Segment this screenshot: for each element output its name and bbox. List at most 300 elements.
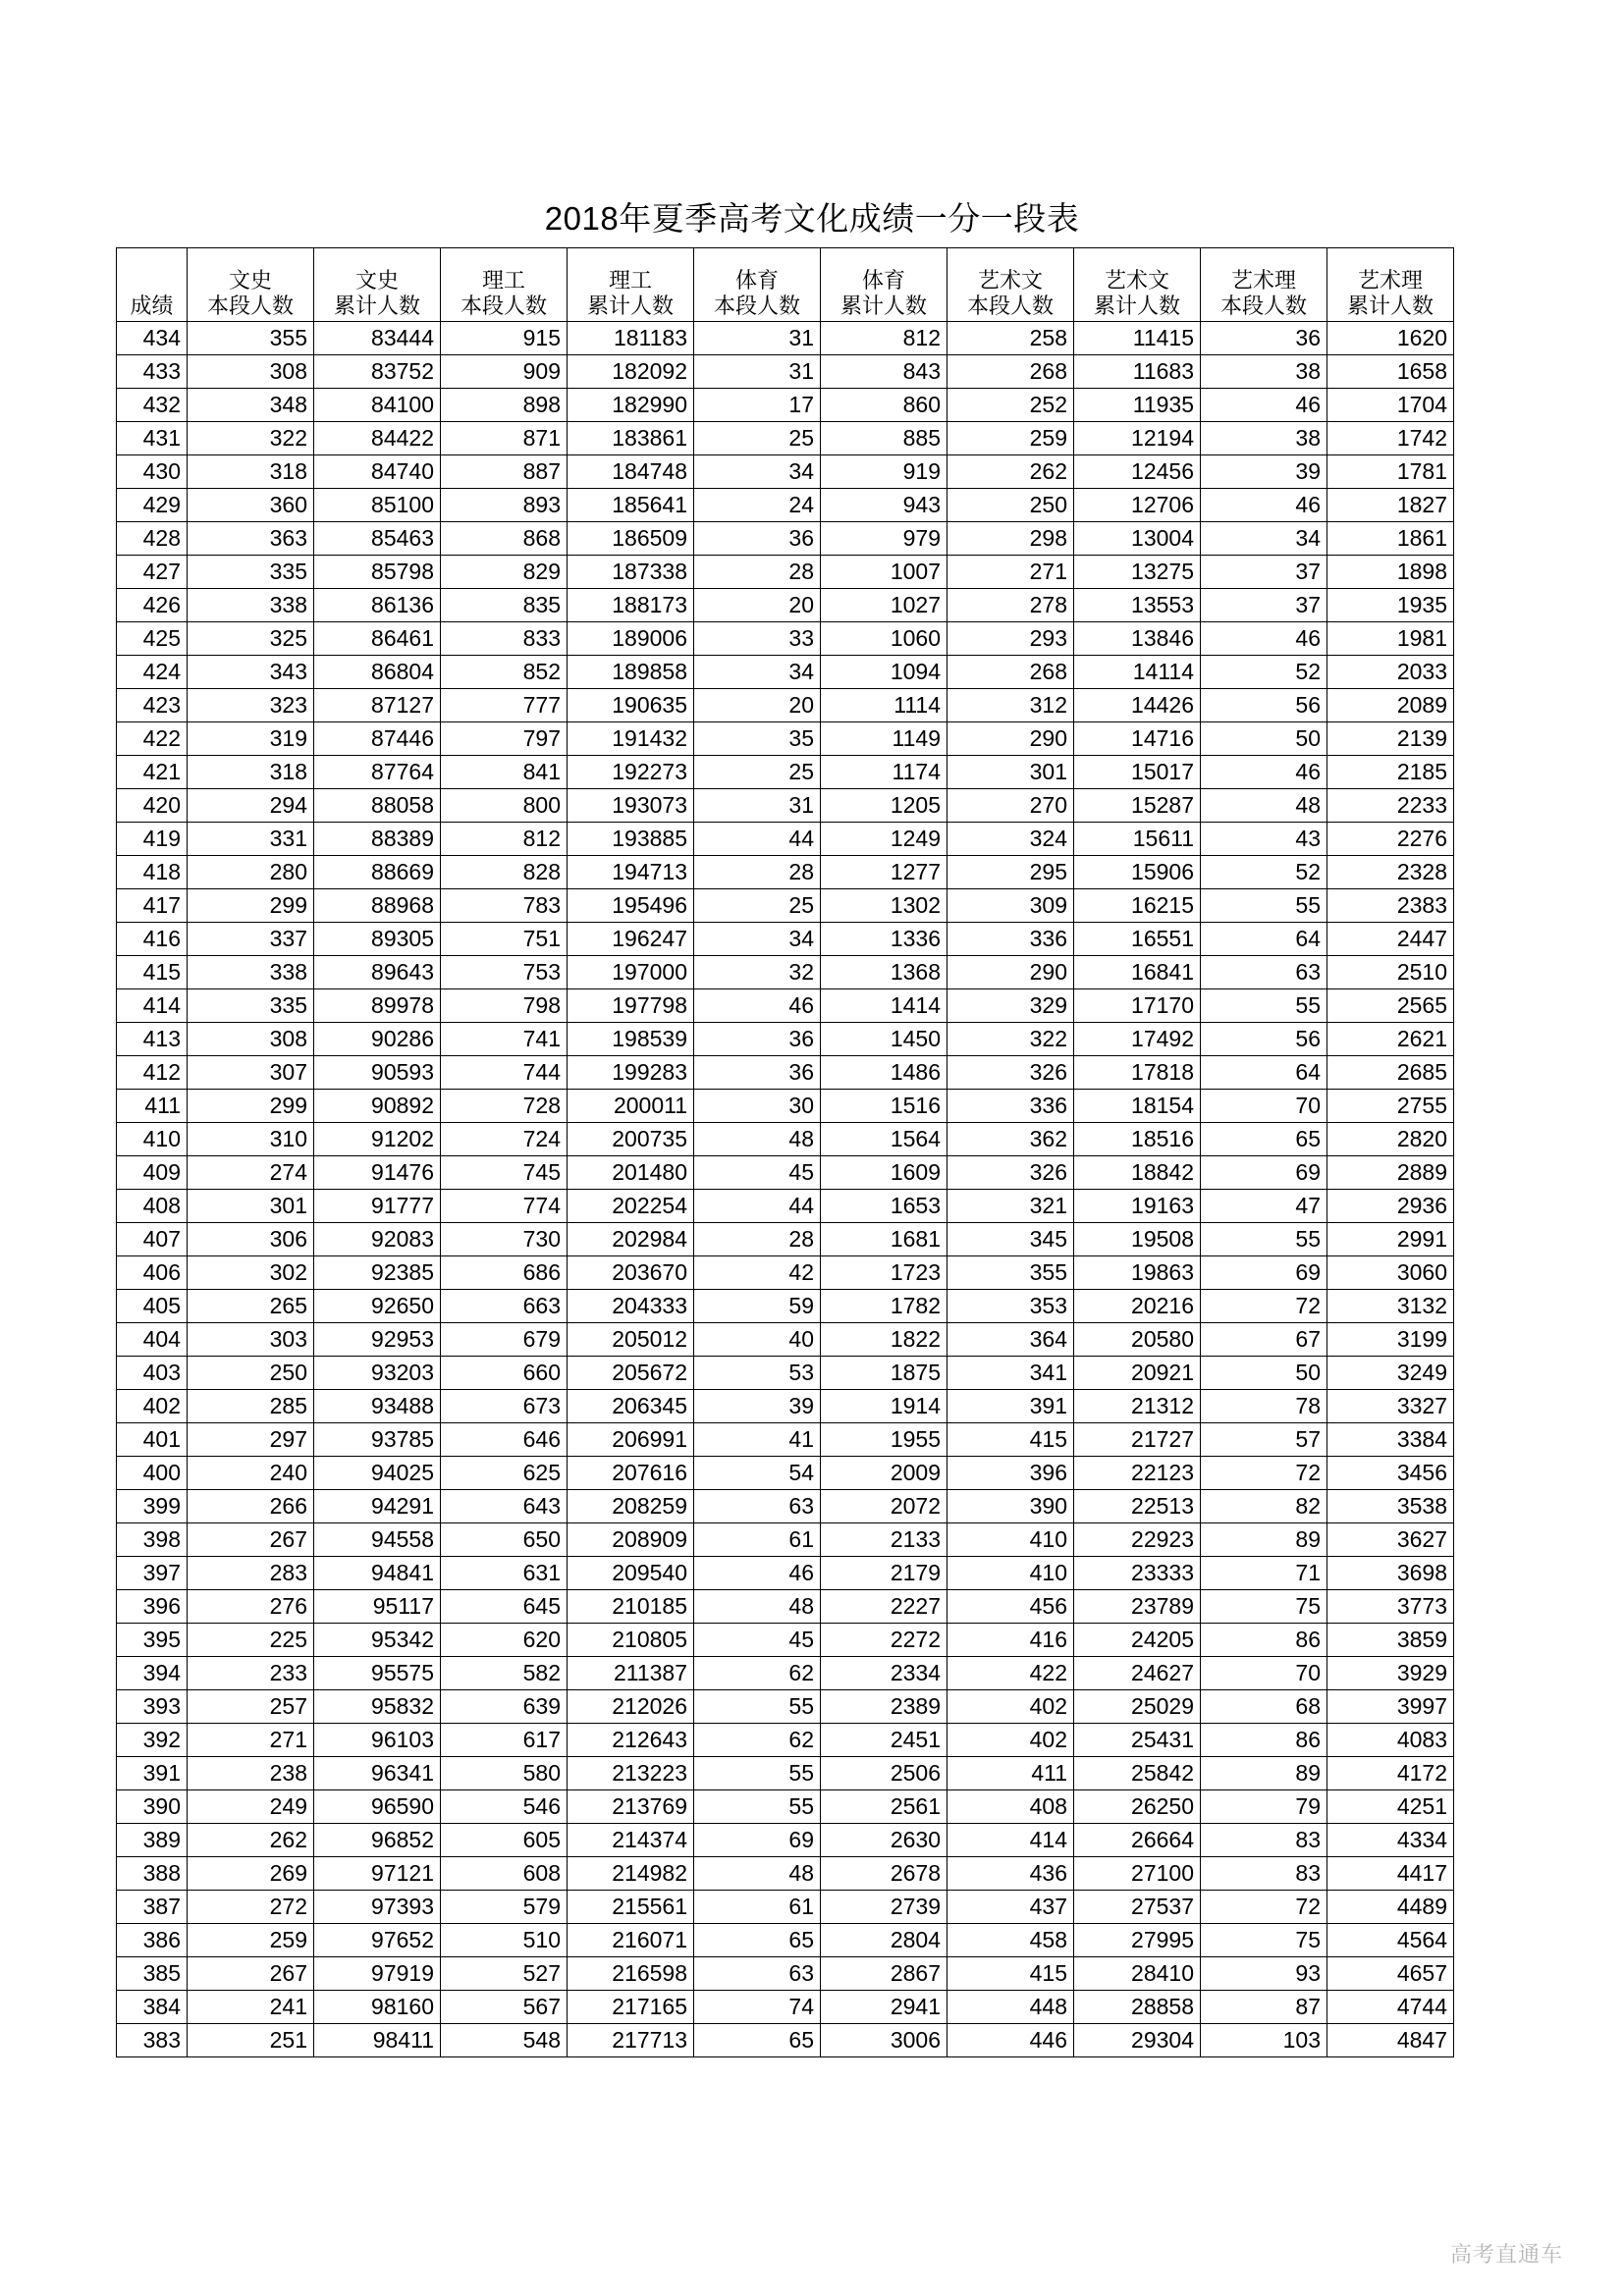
table-cell: 52 — [1201, 656, 1327, 689]
table-cell: 355 — [947, 1256, 1074, 1290]
table-cell: 396 — [947, 1457, 1074, 1490]
cell-score: 408 — [117, 1190, 188, 1223]
table-cell: 20580 — [1074, 1323, 1201, 1357]
table-cell: 3327 — [1327, 1390, 1454, 1423]
table-cell: 197000 — [568, 956, 694, 989]
column-header-subtitle: 本段人数 — [713, 294, 800, 319]
table-cell: 94841 — [314, 1557, 441, 1590]
table-cell: 65 — [1201, 1123, 1327, 1156]
table-cell: 187338 — [568, 556, 694, 589]
table-cell: 71 — [1201, 1557, 1327, 1590]
table-cell: 4489 — [1327, 1891, 1454, 1924]
table-cell: 26250 — [1074, 1790, 1201, 1824]
table-cell: 290 — [947, 722, 1074, 756]
table-cell: 204333 — [568, 1290, 694, 1323]
table-cell: 1149 — [821, 722, 947, 756]
table-cell: 625 — [441, 1457, 568, 1490]
table-cell: 4744 — [1327, 1991, 1454, 2024]
table-cell: 54 — [694, 1457, 821, 1490]
column-header-category: 艺术文 — [977, 268, 1043, 294]
table-cell: 605 — [441, 1824, 568, 1857]
table-cell: 64 — [1201, 1056, 1327, 1090]
table-cell: 2383 — [1327, 889, 1454, 923]
table-cell: 1564 — [821, 1123, 947, 1156]
table-cell: 88058 — [314, 789, 441, 823]
table-cell: 34 — [694, 455, 821, 489]
table-cell: 88968 — [314, 889, 441, 923]
table-cell: 3698 — [1327, 1557, 1454, 1590]
table-row — [117, 1423, 1454, 1457]
table-cell: 3199 — [1327, 1323, 1454, 1357]
table-cell: 2328 — [1327, 856, 1454, 889]
table-row — [117, 1624, 1454, 1657]
column-header-category: 体育 — [861, 268, 905, 294]
table-cell: 295 — [947, 856, 1074, 889]
table-cell: 16551 — [1074, 923, 1201, 956]
table-cell: 238 — [188, 1757, 314, 1790]
column-header-8 — [1074, 248, 1201, 322]
table-row — [117, 355, 1454, 389]
table-cell: 301 — [947, 756, 1074, 789]
table-row — [117, 1123, 1454, 1156]
table-cell: 3384 — [1327, 1423, 1454, 1457]
table-cell: 272 — [188, 1891, 314, 1924]
table-cell: 89978 — [314, 989, 441, 1023]
table-cell: 20921 — [1074, 1357, 1201, 1390]
table-cell: 329 — [947, 989, 1074, 1023]
table-cell: 214982 — [568, 1857, 694, 1891]
cell-score: 434 — [117, 322, 188, 355]
table-cell: 52 — [1201, 856, 1327, 889]
cell-score: 407 — [117, 1223, 188, 1256]
table-cell: 95117 — [314, 1590, 441, 1624]
table-cell: 90286 — [314, 1023, 441, 1056]
table-cell: 1653 — [821, 1190, 947, 1223]
table-cell: 28 — [694, 856, 821, 889]
table-cell: 50 — [1201, 1357, 1327, 1390]
table-cell: 14114 — [1074, 656, 1201, 689]
table-cell: 32 — [694, 956, 821, 989]
column-header-subtitle: 本段人数 — [1219, 294, 1307, 319]
table-cell: 1486 — [821, 1056, 947, 1090]
table-cell: 188173 — [568, 589, 694, 622]
table-cell: 268 — [947, 656, 1074, 689]
cell-score: 413 — [117, 1023, 188, 1056]
table-cell: 64 — [1201, 923, 1327, 956]
table-cell: 1336 — [821, 923, 947, 956]
table-cell: 98411 — [314, 2024, 441, 2057]
table-cell: 189006 — [568, 622, 694, 656]
table-cell: 184748 — [568, 455, 694, 489]
table-cell: 301 — [188, 1190, 314, 1223]
table-cell: 446 — [947, 2024, 1074, 2057]
table-cell: 2233 — [1327, 789, 1454, 823]
table-cell: 262 — [947, 455, 1074, 489]
cell-score: 386 — [117, 1924, 188, 1957]
table-cell: 20 — [694, 689, 821, 722]
cell-score: 423 — [117, 689, 188, 722]
table-cell: 27537 — [1074, 1891, 1201, 1924]
table-cell: 360 — [188, 489, 314, 522]
table-cell: 2804 — [821, 1924, 947, 1957]
table-cell: 193885 — [568, 823, 694, 856]
table-cell: 241 — [188, 1991, 314, 2024]
table-cell: 1277 — [821, 856, 947, 889]
table-cell: 37 — [1201, 556, 1327, 589]
table-cell: 639 — [441, 1690, 568, 1724]
table-cell: 28 — [694, 556, 821, 589]
table-row — [117, 622, 1454, 656]
table-cell: 208909 — [568, 1523, 694, 1557]
table-cell: 217165 — [568, 1991, 694, 2024]
table-row — [117, 1790, 1454, 1824]
column-header-category: 理工 — [481, 268, 525, 294]
table-cell: 25 — [694, 756, 821, 789]
table-cell: 2389 — [821, 1690, 947, 1724]
column-header-category: 艺术理 — [1230, 268, 1296, 294]
table-cell: 96590 — [314, 1790, 441, 1824]
table-cell: 29304 — [1074, 2024, 1201, 2057]
table-cell: 209540 — [568, 1557, 694, 1590]
table-cell: 3006 — [821, 2024, 947, 2057]
table-cell: 50 — [1201, 722, 1327, 756]
table-cell: 213223 — [568, 1757, 694, 1790]
table-cell: 199283 — [568, 1056, 694, 1090]
table-cell: 745 — [441, 1156, 568, 1190]
table-cell: 203670 — [568, 1256, 694, 1290]
table-cell: 62 — [694, 1724, 821, 1757]
table-cell: 72 — [1201, 1891, 1327, 1924]
table-cell: 416 — [947, 1624, 1074, 1657]
table-cell: 319 — [188, 722, 314, 756]
table-cell: 2089 — [1327, 689, 1454, 722]
table-cell: 83 — [1201, 1824, 1327, 1857]
table-cell: 97121 — [314, 1857, 441, 1891]
table-row — [117, 1357, 1454, 1390]
table-cell: 23789 — [1074, 1590, 1201, 1624]
table-cell: 196247 — [568, 923, 694, 956]
table-cell: 363 — [188, 522, 314, 556]
table-cell: 86804 — [314, 656, 441, 689]
table-cell: 89 — [1201, 1757, 1327, 1790]
table-cell: 262 — [188, 1824, 314, 1857]
table-cell: 225 — [188, 1624, 314, 1657]
cell-score: 384 — [117, 1991, 188, 2024]
table-header-row — [117, 248, 1454, 322]
column-header-0 — [117, 248, 188, 322]
table-cell: 85463 — [314, 522, 441, 556]
table-cell: 72 — [1201, 1457, 1327, 1490]
score-table-container — [116, 247, 1454, 2057]
table-cell: 55 — [1201, 889, 1327, 923]
table-cell: 402 — [947, 1690, 1074, 1724]
table-cell: 84100 — [314, 389, 441, 422]
table-cell: 283 — [188, 1557, 314, 1590]
table-cell: 336 — [947, 1090, 1074, 1123]
table-cell: 98160 — [314, 1991, 441, 2024]
cell-score: 419 — [117, 823, 188, 856]
table-cell: 753 — [441, 956, 568, 989]
table-row — [117, 956, 1454, 989]
table-cell: 36 — [694, 1056, 821, 1090]
table-cell: 663 — [441, 1290, 568, 1323]
column-header-6 — [821, 248, 947, 322]
table-row — [117, 1290, 1454, 1323]
table-cell: 63 — [1201, 956, 1327, 989]
cell-score: 427 — [117, 556, 188, 589]
table-row — [117, 1657, 1454, 1690]
cell-score: 410 — [117, 1123, 188, 1156]
table-cell: 70 — [1201, 1657, 1327, 1690]
cell-score: 428 — [117, 522, 188, 556]
table-cell: 84422 — [314, 422, 441, 455]
table-cell: 48 — [694, 1590, 821, 1624]
table-cell: 55 — [694, 1790, 821, 1824]
table-cell: 206345 — [568, 1390, 694, 1423]
table-cell: 25 — [694, 889, 821, 923]
table-row — [117, 1724, 1454, 1757]
table-cell: 83444 — [314, 322, 441, 355]
table-cell: 67 — [1201, 1323, 1327, 1357]
table-cell: 41 — [694, 1423, 821, 1457]
table-cell: 215561 — [568, 1891, 694, 1924]
table-cell: 4083 — [1327, 1724, 1454, 1757]
table-cell: 85798 — [314, 556, 441, 589]
table-cell: 390 — [947, 1490, 1074, 1523]
table-cell: 93 — [1201, 1957, 1327, 1991]
table-row — [117, 789, 1454, 823]
table-cell: 276 — [188, 1590, 314, 1624]
column-header-3 — [441, 248, 568, 322]
table-cell: 1450 — [821, 1023, 947, 1056]
table-cell: 17 — [694, 389, 821, 422]
table-row — [117, 1757, 1454, 1790]
table-cell: 35 — [694, 722, 821, 756]
table-cell: 210805 — [568, 1624, 694, 1657]
table-cell: 19508 — [1074, 1223, 1201, 1256]
column-header-subtitle: 累计人数 — [839, 294, 927, 319]
table-cell: 1723 — [821, 1256, 947, 1290]
table-cell: 38 — [1201, 355, 1327, 389]
table-cell: 620 — [441, 1624, 568, 1657]
table-cell: 61 — [694, 1891, 821, 1924]
table-cell: 1658 — [1327, 355, 1454, 389]
table-cell: 686 — [441, 1256, 568, 1290]
table-cell: 207616 — [568, 1457, 694, 1490]
table-cell: 13553 — [1074, 589, 1201, 622]
table-cell: 259 — [947, 422, 1074, 455]
table-cell: 979 — [821, 522, 947, 556]
table-cell: 19863 — [1074, 1256, 1201, 1290]
table-cell: 18516 — [1074, 1123, 1201, 1156]
table-cell: 87764 — [314, 756, 441, 789]
cell-score: 400 — [117, 1457, 188, 1490]
table-cell: 456 — [947, 1590, 1074, 1624]
table-cell: 190635 — [568, 689, 694, 722]
table-cell: 59 — [694, 1290, 821, 1323]
table-row — [117, 1991, 1454, 2024]
table-cell: 27100 — [1074, 1857, 1201, 1891]
table-cell: 212643 — [568, 1724, 694, 1757]
table-cell: 91476 — [314, 1156, 441, 1190]
table-cell: 250 — [188, 1357, 314, 1390]
table-cell: 205672 — [568, 1357, 694, 1390]
table-cell: 783 — [441, 889, 568, 923]
table-body — [117, 322, 1454, 2057]
cell-score: 430 — [117, 455, 188, 489]
table-cell: 741 — [441, 1023, 568, 1056]
table-cell: 829 — [441, 556, 568, 589]
table-cell: 13275 — [1074, 556, 1201, 589]
table-cell: 1516 — [821, 1090, 947, 1123]
cell-score: 387 — [117, 1891, 188, 1924]
column-header-category: 体育 — [734, 268, 779, 294]
table-cell: 200011 — [568, 1090, 694, 1123]
table-cell: 216598 — [568, 1957, 694, 1991]
cell-score: 416 — [117, 923, 188, 956]
table-cell: 33 — [694, 622, 821, 656]
cell-score: 409 — [117, 1156, 188, 1190]
cell-score: 394 — [117, 1657, 188, 1690]
cell-score: 401 — [117, 1423, 188, 1457]
table-cell: 436 — [947, 1857, 1074, 1891]
table-cell: 191432 — [568, 722, 694, 756]
table-cell: 3627 — [1327, 1523, 1454, 1557]
table-cell: 186509 — [568, 522, 694, 556]
table-cell: 2867 — [821, 1957, 947, 1991]
table-cell: 336 — [947, 923, 1074, 956]
table-cell: 40 — [694, 1323, 821, 1357]
table-cell: 269 — [188, 1857, 314, 1891]
table-cell: 1898 — [1327, 556, 1454, 589]
cell-score: 417 — [117, 889, 188, 923]
table-cell: 31 — [694, 322, 821, 355]
table-cell: 290 — [947, 956, 1074, 989]
table-cell: 885 — [821, 422, 947, 455]
table-row — [117, 1490, 1454, 1523]
table-cell: 2133 — [821, 1523, 947, 1557]
table-cell: 1249 — [821, 823, 947, 856]
table-cell: 46 — [1201, 622, 1327, 656]
cell-score: 432 — [117, 389, 188, 422]
table-cell: 1368 — [821, 956, 947, 989]
table-cell: 24205 — [1074, 1624, 1201, 1657]
cell-score: 411 — [117, 1090, 188, 1123]
table-cell: 12706 — [1074, 489, 1201, 522]
table-cell: 92385 — [314, 1256, 441, 1290]
table-cell: 42 — [694, 1256, 821, 1290]
table-cell: 92650 — [314, 1290, 441, 1323]
table-cell: 410 — [947, 1523, 1074, 1557]
table-cell: 197798 — [568, 989, 694, 1023]
table-header — [117, 248, 1454, 322]
table-cell: 46 — [694, 1557, 821, 1590]
table-cell: 257 — [188, 1690, 314, 1724]
column-header-1 — [188, 248, 314, 322]
table-cell: 909 — [441, 355, 568, 389]
table-row — [117, 1323, 1454, 1357]
cell-score: 415 — [117, 956, 188, 989]
cell-score: 402 — [117, 1390, 188, 1423]
table-row — [117, 1256, 1454, 1290]
table-cell: 308 — [188, 355, 314, 389]
table-cell: 1681 — [821, 1223, 947, 1256]
table-row — [117, 1457, 1454, 1490]
table-cell: 362 — [947, 1123, 1074, 1156]
table-cell: 65 — [694, 1924, 821, 1957]
table-cell: 310 — [188, 1123, 314, 1156]
table-cell: 45 — [694, 1156, 821, 1190]
table-cell: 2755 — [1327, 1090, 1454, 1123]
table-cell: 48 — [694, 1857, 821, 1891]
table-cell: 97652 — [314, 1924, 441, 1957]
table-cell: 16841 — [1074, 956, 1201, 989]
table-cell: 211387 — [568, 1657, 694, 1690]
table-cell: 3538 — [1327, 1490, 1454, 1523]
table-cell: 812 — [821, 322, 947, 355]
table-cell: 728 — [441, 1090, 568, 1123]
table-cell: 299 — [188, 1090, 314, 1123]
table-cell: 567 — [441, 1991, 568, 2024]
table-cell: 53 — [694, 1357, 821, 1390]
page-title: 2018年夏季高考文化成绩一分一段表 — [544, 200, 1080, 237]
table-cell: 2936 — [1327, 1190, 1454, 1223]
table-cell: 2179 — [821, 1557, 947, 1590]
table-cell: 103 — [1201, 2024, 1327, 2057]
table-cell: 82 — [1201, 1490, 1327, 1523]
table-row — [117, 689, 1454, 722]
table-cell: 11935 — [1074, 389, 1201, 422]
table-row — [117, 923, 1454, 956]
table-cell: 87 — [1201, 1991, 1327, 2024]
table-cell: 2009 — [821, 1457, 947, 1490]
table-cell: 646 — [441, 1423, 568, 1457]
cell-score: 406 — [117, 1256, 188, 1290]
table-cell: 2334 — [821, 1657, 947, 1690]
table-cell: 841 — [441, 756, 568, 789]
table-cell: 1781 — [1327, 455, 1454, 489]
table-cell: 1704 — [1327, 389, 1454, 422]
table-cell: 322 — [947, 1023, 1074, 1056]
table-cell: 2630 — [821, 1824, 947, 1857]
column-header-2 — [314, 248, 441, 322]
table-cell: 679 — [441, 1323, 568, 1357]
table-cell: 15611 — [1074, 823, 1201, 856]
table-cell: 3456 — [1327, 1457, 1454, 1490]
table-cell: 63 — [694, 1957, 821, 1991]
table-cell: 893 — [441, 489, 568, 522]
table-cell: 24627 — [1074, 1657, 1201, 1690]
table-cell: 2272 — [821, 1624, 947, 1657]
table-cell: 1935 — [1327, 589, 1454, 622]
table-cell: 3060 — [1327, 1256, 1454, 1290]
column-header-category: 艺术理 — [1357, 268, 1423, 294]
table-cell: 271 — [188, 1724, 314, 1757]
table-cell: 3997 — [1327, 1690, 1454, 1724]
table-cell: 414 — [947, 1824, 1074, 1857]
table-cell: 617 — [441, 1724, 568, 1757]
table-cell: 650 — [441, 1523, 568, 1557]
table-cell: 402 — [947, 1724, 1074, 1757]
cell-score: 395 — [117, 1624, 188, 1657]
table-cell: 25842 — [1074, 1757, 1201, 1790]
cell-score: 403 — [117, 1357, 188, 1390]
table-cell: 34 — [1201, 522, 1327, 556]
watermark: 高考直通车 — [1449, 2242, 1563, 2267]
table-cell: 28858 — [1074, 1991, 1201, 2024]
table-cell: 202254 — [568, 1190, 694, 1223]
table-cell: 1914 — [821, 1390, 947, 1423]
